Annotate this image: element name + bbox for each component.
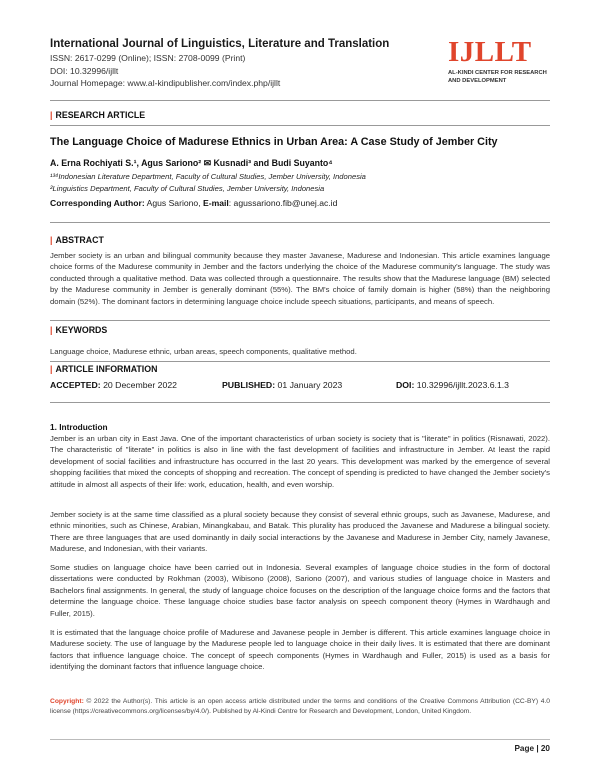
published-label: PUBLISHED: [222,380,276,390]
abstract-divider-top [50,222,550,223]
doi-value[interactable]: 10.32996/ijllt.2023.6.1.3 [414,380,510,390]
journal-homepage[interactable]: Journal Homepage: www.al-kindipublisher.com/index.php/ijllt [50,78,281,88]
keywords-heading-label: KEYWORDS [55,325,108,335]
published-date [222,380,342,390]
section-marker: | [50,235,53,245]
journal-name: International Journal of Linguistics, Literature and Translation [50,38,390,50]
published-value: 01 January 2023 [275,380,343,390]
doi-label: DOI: [396,380,415,390]
info-divider-top [50,361,550,362]
affiliation-2: ²Linguistics Department, Faculty of Cultural Studies, Jember University, Indonesia [50,184,325,193]
intro-paragraph-1: Jember is an urban city in East Java. One of the important characteristics of urban society is society that is "literate" in politics (Risnawati, 2022). The characteristic of "literate" in politics is also in line with the fast development of facilities and infrastructure in Jember. At least the rapid development of social facilities and infrastructure has occurred in the last 20 years. This development was marked by the emergence of several shopping facilities that mixed the concepts of shopping and recreation. The concept of spending is predicted to have changed the Jember society's attitude in almost all aspects of their life: work, education, health, and even worship. [50,434,550,489]
corresponding-author [50,198,337,208]
info-divider-bottom [50,402,550,403]
article-info-heading [50,364,157,374]
page-number: Page | 20 [514,744,550,753]
introduction-heading: 1. Introduction [50,422,108,432]
logo-mark: IJLLT [448,36,532,68]
copyright-text: © 2022 the Author(s). This article is an open access article distributed under the terms and conditions of the Creative Commons Attribution (CC-BY) 4.0 license (https://creativecommons.org/licenses/by/4.0/). Published by Al-Kindi Centre for Research and Development, London, United Kingdom. [50,698,550,716]
section-marker: | [50,110,53,120]
journal-issn: ISSN: 2617-0299 (Online); ISSN: 2708-0099 (Print) [50,53,246,63]
section-marker: | [50,364,53,374]
affiliation-1: ¹³⁴Indonesian Literature Department, Faculty of Cultural Studies, Jember University, Indonesia [50,172,366,181]
accepted-value: 20 December 2022 [100,380,177,390]
article-type-divider [50,125,550,126]
intro-paragraph-3: Some studies on language choice have been carried out in Indonesia. Several examples of language choice studies in the form of doctoral dissertations were conducted by Rokhman (2003), Wibisono (2008), Sariono (2007), and various studies of language choice in Masters and Bachelors final assignments. In general, the study of language choice focuses on the description of the language choice forms and the factors that determine the language choice. These language choice studies base factor analysis on speech component theory (Hymes in Wardhaugh and Fuller, 2015). [50,563,550,618]
corresponding-email[interactable]: : agussariono.fib@unej.ac.id [228,198,338,208]
keywords-text: Language choice, Madurese ethnic, urban areas, speech components, qualitative method. [50,347,357,356]
abstract-text: Jember society is an urban and bilingual community because they master Javanese, Madurese and Indonesian. This article examines language choice forms of the Madurese community in Jember and the factors underlying the choice of the Madurese community's language. The study was conducted through a qualitative method. Data was collected through a questionnaire. The results show that the Madurese language (BM) selected by the Madurese community in Jember is generally dominant (55%). The BM's choice of family domain is higher (58%) than the neighboring domain (52%). The dominant factors in determining language choice include speech situations, participants, and means of speech. [50,251,550,306]
corresponding-label: Corresponding Author: [50,198,145,208]
authors-line: A. Erna Rochiyati S.¹, Agus Sariono² ✉ Kusnadi³ and Budi Suyanto⁴ [50,158,333,168]
article-type-label: RESEARCH ARTICLE [55,110,146,120]
intro-paragraph-4: It is estimated that the language choice profile of Madurese and Javanese people in Jember is different. This article examines language choice in Madurese society. The use of language by the Madurese people led to language choice in their daily lives. It is estimated that there are dominant factors that influence language choice. The concept of speech components (Hymes in Wardhaugh and Fuller, 2015) is used as a basis for identifying the dominant factors that influence language choice. [50,628,550,672]
journal-doi: DOI: 10.32996/ijllt [50,65,119,76]
abstract-heading-label: ABSTRACT [55,235,104,245]
accepted-date [50,380,177,390]
header-divider [50,100,550,101]
article-title: The Language Choice of Madurese Ethnics in Urban Area: A Case Study of Jember City [50,136,498,148]
journal-logo [448,38,558,85]
intro-paragraph-2: Jember society is at the same time classified as a plural society because they consist of several ethnic groups, such as Javanese, Madurese, and ethnic minorities, such as Chinese, Arabian, Minangkabau, and Batak. This plurality has produced the Javanese and Madurese a bilingual society. There are three languages that are used dominantly in daily social interactions by the Javanese and Madurese in Jember City, namely Javanese, Madurese, and Indonesian, with their variants. [50,510,550,554]
accepted-label: ACCEPTED: [50,380,101,390]
article-type-heading [50,110,145,120]
logo-subtext: AL-KINDI CENTER FOR RESEARCH AND DEVELOPMENT [448,70,547,84]
copyright-label: Copyright: [50,698,84,705]
article-info-heading-label: ARTICLE INFORMATION [55,364,158,374]
abstract-heading [50,235,104,245]
article-doi [396,380,509,390]
keywords-divider [50,320,550,321]
footer-divider [50,739,550,740]
email-label: E-mail [202,198,229,208]
keywords-heading [50,325,107,335]
section-marker: | [50,325,53,335]
copyright-notice [50,697,550,718]
journal-header [50,37,430,90]
corresponding-name: Agus Sariono, [144,198,203,208]
